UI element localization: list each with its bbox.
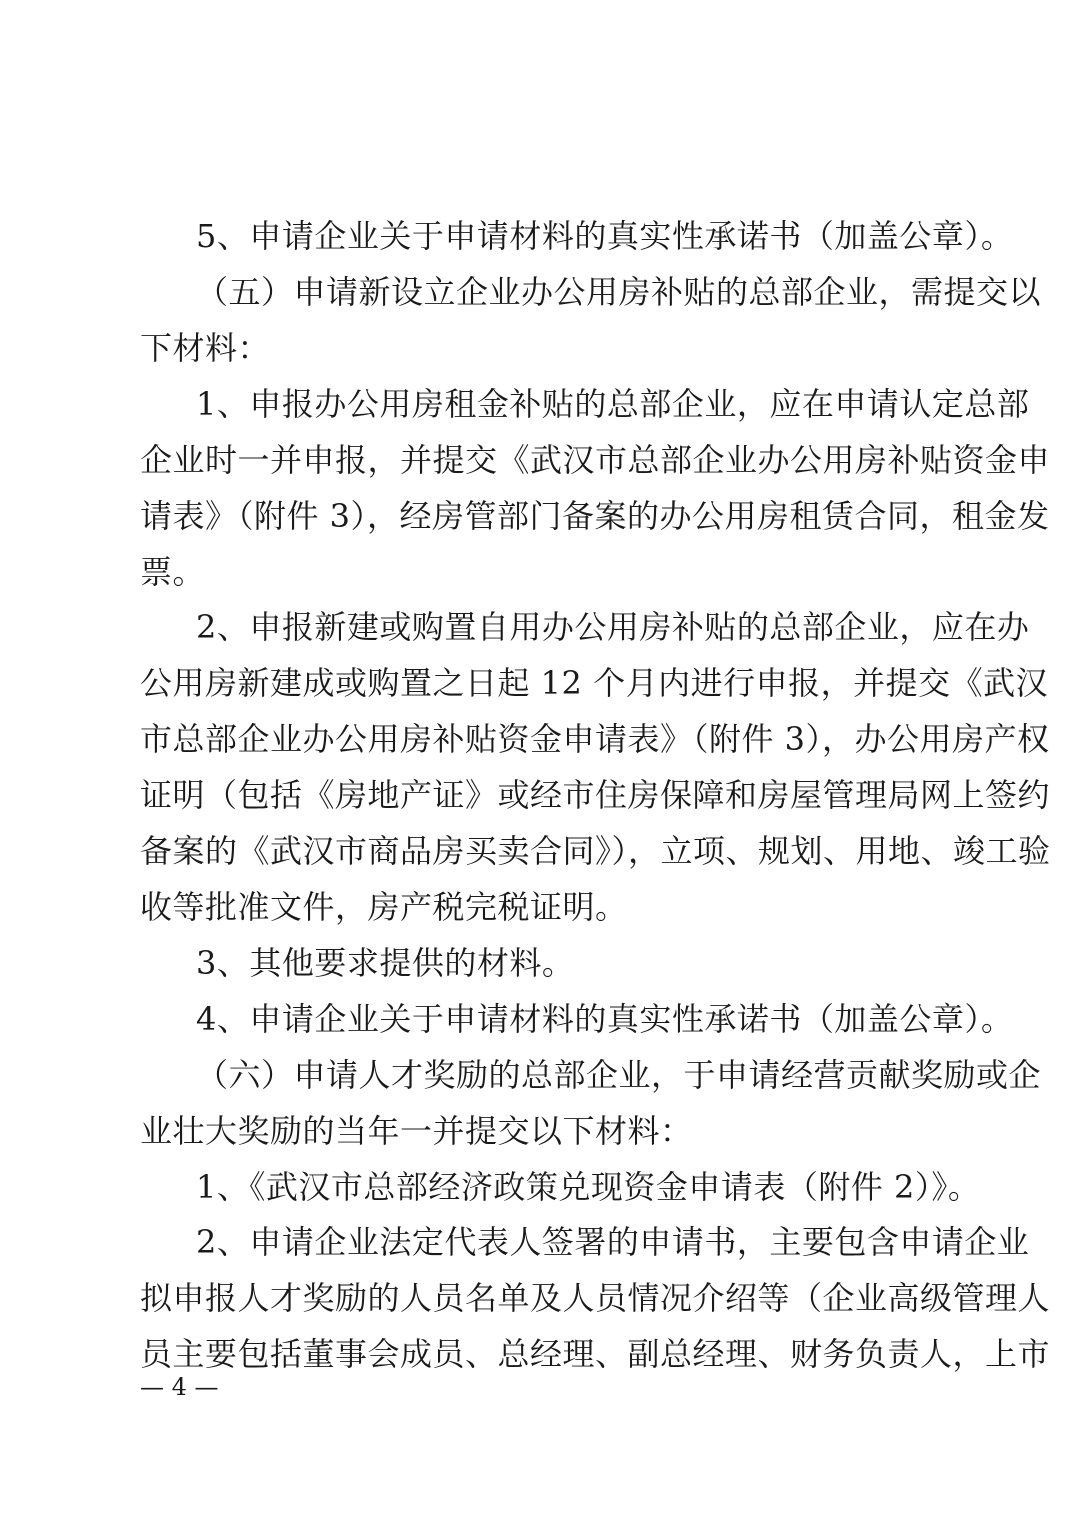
text-line: （六）申请人才奖励的总部企业，于申请经营贡献奖励或企 [196,1056,1042,1094]
page-number: — 4 — [140,1373,219,1401]
text-line: 3、其他要求提供的材料。 [196,944,575,982]
text-line: 市总部企业办公用房补贴资金申请表》（附件 3），办公用房产权 [140,720,1050,758]
text-line: 证明（包括《房地产证》或经市住房保障和房屋管理局网上签约 [140,776,1051,814]
text-line: 员主要包括董事会成员、总经理、副总经理、财务负责人，上市 [140,1335,1051,1373]
text-line: 业壮大奖励的当年一并提交以下材料： [140,1112,693,1150]
text-line: 2、申报新建或购置自用办公用房补贴的总部企业，应在办 [196,608,1030,646]
text-line: 1、申报办公用房租金补贴的总部企业，应在申请认定总部 [196,385,1030,423]
text-line: （五）申请新设立企业办公用房补贴的总部企业，需提交以 [196,273,1042,311]
text-line: 备案的《武汉市商品房买卖合同》），立项、规划、用地、竣工验 [140,832,1051,870]
text-line: 公用房新建成或购置之日起 12 个月内进行申报，并提交《武汉 [140,664,1049,702]
text-line: 请表》（附件 3），经房管部门备案的办公用房租赁合同，租金发 [140,497,1050,535]
text-line: 4、申请企业关于申请材料的真实性承诺书（加盖公章）。 [196,1000,1014,1038]
text-line: 2、申请企业法定代表人签署的申请书，主要包含申请企业 [196,1223,1030,1261]
text-line: 企业时一并申报，并提交《武汉市总部企业办公用房补贴资金申 [140,441,1051,479]
text-line: 5、申请企业关于申请材料的真实性承诺书（加盖公章）。 [196,217,1014,255]
text-line: 票。 [140,553,206,591]
text-line: 收等批准文件，房产税完税证明。 [140,888,628,926]
text-line: 拟申报人才奖励的人员名单及人员情况介绍等（企业高级管理人 [140,1279,1051,1317]
text-line: 下材料： [140,329,271,367]
text-line: 1、《武汉市总部经济政策兑现资金申请表（附件 2）》。 [196,1168,981,1206]
